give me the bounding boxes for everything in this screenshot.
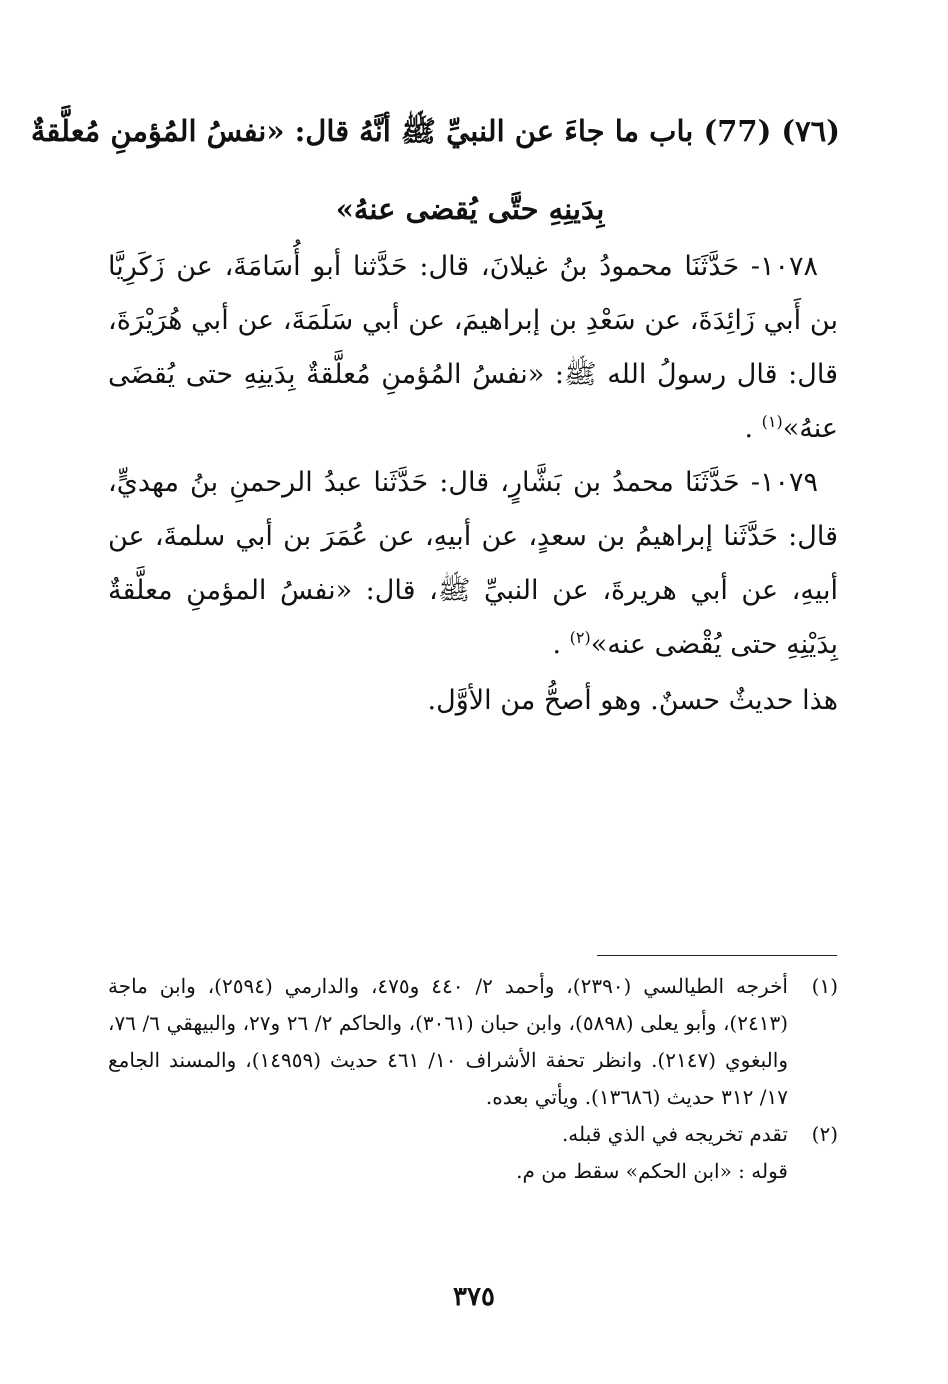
footnote-separator [597,955,837,956]
hadith-text: حَدَّثَنَا محمدُ بن بَشَّارٍ، قال: حَدَّثَنا عبدُ الرحمنِ بنُ مهديٍّ، قال: حَدَّثَنا إبراهيمُ بن سعدٍ، عن أبيهِ، عن عُمَرَ بن أبي سلمةَ، عن أبيهِ، عن أبي هريرةَ، عن النبيِّ ﷺ، قال: «نفسُ المؤمنِ معلَّقةٌ بِدَيْنِهِ حتى يُقْضى عنه» [108,467,838,660]
footnote-1 [108,968,838,1116]
hadith-1079 [108,456,838,672]
footnote-2 [108,1116,838,1153]
hadith-end: . [744,413,762,444]
footnote-text: تقدم تخريجه في الذي قبله. [561,1122,788,1146]
footnote-note: قوله : «ابن الحكم» سقط من م. [516,1159,788,1183]
hadith-number: ١٠٧٩- [750,467,818,498]
hadith-grading: هذا حديثٌ حسنٌ. وهو أصحُّ من الأوَّل. [427,685,838,716]
hadith-number: ١٠٧٨- [750,251,818,282]
footnote-reference: (١) [761,412,783,431]
footnote-text: أخرجه الطيالسي (٢٣٩٠)، وأحمد ٢/ ٤٤٠ و٤٧٥، والدارمي (٢٥٩٤)، وابن ماجة (٢٤١٣)، وأبو يعلى (٥٨٩٨)، وابن حبان (٣٠٦١)، والحاكم ٢/ ٢٦ و٢٧، والبيهقي ٦/ ٧٦، والبغوي (٢١٤٧). وانظر تحفة الأشراف ١٠/ ٤٦١ حديث (١٤٩٥٩)، والمسند الجامع ١٧/ ٣١٢ حديث (١٣٦٨٦). ويأتي بعده. [108,974,788,1109]
page-number: ٣٧٥ [453,1282,495,1312]
hadith-end: . [552,629,570,660]
footnote-reference: (٢) [569,628,591,647]
chapter-heading-line-1: (٧٦) (77) باب ما جاءَ عن النبيِّ ﷺ أنَّهُ قال: «نفسُ المُؤمنِ مُعلَّقةٌ [30,114,840,148]
chapter-heading [30,92,840,248]
chapter-heading-line-2: بِدَينِهِ حتَّى يُقضى عنهُ» [335,192,605,226]
footnote-number: (٢) [811,1122,838,1146]
footnotes [108,968,838,1190]
hadith-1078 [108,240,838,456]
hadith-text: حَدَّثَنَا محمودُ بنُ غيلانَ، قال: حَدَّثنا أبو أُسَامَةَ، عن زَكَرِيَّا بن أَبي زَائِدَةَ، عن سَعْدِ بن إبراهيمَ، عن أبي سَلَمَةَ، عن أبي هُرَيْرَةَ، قال: قال رسولُ الله ﷺ: «نفسُ المُؤمنِ مُعلَّقةٌ بِدَينِهِ حتى يُقضَى عنهُ» [108,251,838,444]
footnote-number: (١) [811,974,838,998]
